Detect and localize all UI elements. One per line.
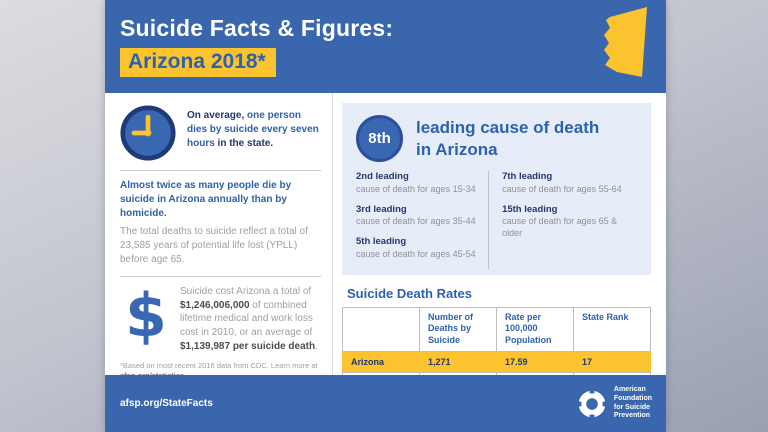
cause-rank: 5th leading (356, 236, 407, 247)
average-suffix: in the state. (214, 138, 274, 150)
column-header (343, 307, 420, 351)
page-title: Suicide Facts & Figures: (120, 15, 394, 41)
org-line: for Suicide (613, 403, 651, 411)
cost-part1: Suicide cost Arizona a total of (180, 285, 312, 297)
leading-cause-col-left (356, 171, 488, 269)
infographic-card (105, 0, 666, 432)
org-line: American (613, 386, 646, 393)
body (105, 93, 666, 375)
org-line: Prevention (613, 412, 651, 420)
cause-desc: cause of death for ages 45-54 (356, 248, 476, 259)
cause-desc: cause of death for ages 35-44 (356, 216, 476, 227)
cost-text (180, 285, 321, 354)
footnote-text: *Based on most recent 2016 data from CDC. Learn more at (120, 360, 318, 370)
org-line: Foundation (613, 394, 652, 402)
list-item (356, 171, 488, 196)
header (105, 0, 666, 93)
cause-desc: cause of death for ages 65 & older (502, 216, 618, 238)
average-stat (120, 105, 321, 161)
average-prefix: On average, (187, 110, 248, 121)
cause-desc: cause of death for ages 15-34 (356, 183, 476, 194)
table-row (343, 351, 651, 372)
leading-cause-list (356, 171, 637, 269)
cost-stat (120, 280, 321, 354)
average-highlight: one person dies by suicide every seven hours (187, 110, 319, 150)
ypll-fact: The total deaths to suicide reflect a total of 23,585 years of potential life lost (YPLL) before age 65. (120, 226, 308, 265)
clock-icon (120, 105, 176, 161)
afsp-logo (577, 386, 652, 421)
death-rates-title: Suicide Death Rates (347, 285, 472, 301)
rank-badge: 8th (356, 115, 403, 162)
cause-rank: 3rd leading (356, 203, 407, 215)
left-column (105, 93, 333, 375)
table-header-row (343, 307, 651, 351)
arizona-state-icon (601, 5, 653, 81)
statefacts-url[interactable]: afsp.org/StateFacts (120, 398, 213, 409)
leading-cause-col-right (488, 171, 637, 269)
cause-desc: cause of death for ages 55-64 (502, 183, 622, 194)
row-label: Arizona (343, 351, 420, 372)
rank-cell: 17 (574, 351, 651, 372)
leading-cause-title: leading cause of death in Arizona (416, 118, 600, 159)
column-header: Rate per 100,000 Population (497, 307, 574, 351)
cost-part3: . (315, 340, 318, 352)
average-stat-text (187, 105, 321, 152)
rate-cell: 17.59 (497, 351, 574, 372)
column-header: Number of Deaths by Suicide (420, 307, 497, 351)
cost-part2: of combined lifetime medical and work loss cost in 2010, or an average of (180, 299, 313, 339)
divider (120, 276, 321, 277)
list-item (502, 171, 637, 196)
list-item (356, 204, 488, 229)
deaths-cell: 1,271 (420, 351, 497, 372)
right-column (333, 93, 666, 375)
cause-rank: 15th leading (502, 203, 558, 215)
lifesaver-icon (577, 389, 607, 419)
cause-rank: 2nd leading (356, 171, 409, 182)
cause-rank: 7th leading (502, 171, 553, 182)
homicide-fact: Almost twice as many people die by suicide in Arizona annually than by homicide. (120, 180, 292, 219)
cost-amount-total: $1,246,006,000 (180, 299, 250, 311)
list-item (356, 236, 488, 261)
footer (105, 375, 666, 432)
dollar-icon: $ (125, 280, 167, 351)
divider (120, 170, 321, 171)
leading-cause-header (356, 115, 637, 162)
list-item (502, 204, 637, 240)
leading-cause-panel (342, 103, 651, 275)
column-header: State Rank (574, 307, 651, 351)
cost-amount-average: $1,139,987 per suicide death (180, 340, 316, 352)
org-name (614, 386, 652, 421)
state-year-chip: Arizona 2018* (120, 48, 276, 77)
